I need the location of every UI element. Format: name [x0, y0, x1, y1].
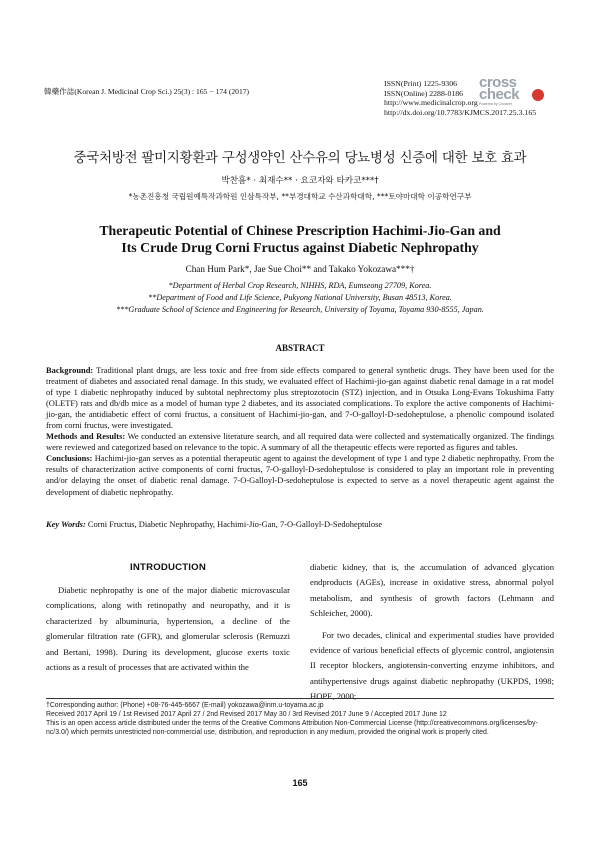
keywords-label: Key Words:: [46, 519, 86, 529]
korean-authors: 박찬흠* · 최재수** · 요코자와 타카코***†: [221, 176, 379, 186]
crossmark-word-check: check: [479, 86, 520, 103]
affiliation-3: ***Graduate School of Science and Engineering for Research, University of Toyama, Toyama 930-8555, Japan.: [116, 305, 484, 315]
page-number: 165: [292, 778, 308, 788]
methods-label: Methods and Results:: [46, 431, 126, 442]
footnote-divider: [46, 698, 554, 699]
keywords: [46, 519, 554, 529]
intro-paragraph-2: For two decades, clinical and experimental studies have provided evidence of various beneficial effects of glycemic control, angiotensin II receptor blockers, angiotensin-converting enzyme inhibitors, and antihypertensive drugs against diabetic nephropathy (UKPDS, 1998; HOPE, 2000;: [310, 629, 554, 702]
issn-online: ISSN(Online) 2288-0186: [384, 88, 464, 98]
abstract-heading: ABSTRACT: [275, 343, 325, 353]
background-text: Traditional plant drugs, are less toxic and free from side effects compared to general synthetic drugs. They have been used for the treatment of diabetes and associated renal damage. In this study, we evaluated effect of Hachimi-jio-gan against diabetic renal damage in a rat model of type 1 diabetic nephropathy induced by subtotal nephrectomy plus streptozotocin (STZ) injection, and in Otsuka Long-Evans Tokushima Fatty (OLETF) rats and db/db mice as a model of human type 2 diabetes, and its associated complications. To explore the active components of Hachimi-jio-gan, the antidiabetic effect of corni fructus, a consituent of Hachimi-jio-gan, and 7-O-galloyl-D-sedoheptulose, a phenolic compound isolated from corni fructus, were investigated.: [46, 365, 554, 431]
keywords-text: Corni Fructus, Diabetic Nephropathy, Hachimi-Jio-Gan, 7-O-Galloyl-D-Sedoheptulose: [87, 519, 383, 529]
intro-paragraph-1: Diabetic nephropathy is one of the major diabetic microvascular complications, along with retinopathy and neuropathy, and it is characterized by albuminuria, hypertension, a decline of the glomerular filtration rate (GFR), and glomerular sclerosis (Remuzzi and Bertani, 1998). During its development, glucose exerts toxic actions as a result of processes that are activated within the: [46, 585, 290, 673]
right-column: [310, 560, 554, 705]
conclusions-label: Conclusions:: [46, 453, 93, 464]
english-title: [0, 222, 600, 256]
crossmark-logo[interactable]: [479, 76, 551, 106]
license-notice: This is an open access article distributed under the terms of the Creative Commons Attribution Non-Commercial License (http://creativecommons.org/licenses/by-nc/3.0/) which permits unrestricted non-commercial use, distribution, and reproduction in any medium, provided the original work is properly cited.: [46, 719, 538, 736]
background-label: Background:: [46, 365, 94, 375]
abstract-body: [46, 365, 554, 498]
english-authors: Chan Hum Park*, Jae Sue Choi** and Takako Yokozawa***†: [185, 264, 415, 274]
affiliation-1: *Department of Herbal Crop Research, NIHHS, RDA, Eumseong 27709, Korea.: [168, 281, 432, 290]
english-title-line-2: Its Crude Drug Corni Fructus against Diabetic Nephropathy: [121, 240, 479, 255]
korean-title: 중국처방전 팔미지황환과 구성생약인 산수유의 당뇨병성 신증에 대한 보호 효과: [73, 151, 527, 166]
korean-affiliations: *농촌진흥청 국립원예특작과학원 인삼특작부, **부경대학교 수산과학대학, ***토야마대학 이공학연구부: [128, 192, 472, 201]
journal-citation: 韓藥作誌(Korean J. Medicinal Crop Sci.) 25(3) : 165 − 174 (2017): [44, 87, 250, 96]
english-title-line-1: Therapeutic Potential of Chinese Prescription Hachimi-Jio-Gan and: [99, 223, 501, 238]
abstract-conclusions: [46, 453, 554, 497]
left-column: [46, 560, 290, 675]
journal-url[interactable]: http://www.medicinalcrop.org: [384, 98, 478, 108]
received-dates: Received 2017 April 19 / 1st Revised 2017 April 27 / 2nd Revised 2017 May 30 / 3rd Revised 2017 June 9 / Accepted 2017 June 12: [46, 710, 447, 718]
doi-link[interactable]: http://dx.doi.org/10.7783/KJMCS.2017.25.3.165: [384, 107, 537, 117]
crossmark-badge-icon: [532, 89, 544, 101]
crossmark-caption: Powered by Crossref: [479, 102, 512, 106]
affiliation-2: **Department of Food and Life Science, Pukyong National University, Busan 48513, Korea.: [148, 293, 452, 303]
abstract-methods: [46, 431, 554, 453]
english-affiliations: [0, 280, 600, 317]
issn-print: ISSN(Print) 1225-9306: [384, 79, 457, 88]
intro-paragraph-1-continued: diabetic kidney, that is, the accumulation of advanced glycation endproducts (AGEs), increase in oxidative stress, abnormal polyol metabolism, and synthesis of growth factors (Lehmann and Schleicher, 2000).: [310, 562, 554, 619]
conclusions-text: Hachimi-jio-gan serves as a potential therapeutic agent to against the development of type 1 and type 2 diabetic nephropathy. From the results of characterization active components of corni fructus, 7-O-galloyl-D-sedoheptulose is considered to play an important role in preventing and/or delaying the onset of diabetic renal damage. 7-O-Galloyl-D-sedoheptulose is expected to serve as a novel therapeutic agent against the development of diabetic nephropathy.: [46, 453, 555, 497]
crossmark-word-cross: cross: [479, 74, 517, 91]
introduction-heading: INTRODUCTION: [130, 562, 206, 573]
footnote: [46, 702, 556, 738]
methods-text: We conducted an extensive literature search, and all required data were collected and systematically organized. The findings were reviewed and categorized based on relevance to the topic. A summary of all the therapeutic effects were reported as figures and tables.: [46, 431, 554, 453]
abstract-background: [46, 365, 554, 431]
corresponding-author: †Corresponding author: (Phone) +08-76-445-6667 (E-mail) yokozawa@inm.u-toyama.ac.jp: [46, 702, 324, 709]
